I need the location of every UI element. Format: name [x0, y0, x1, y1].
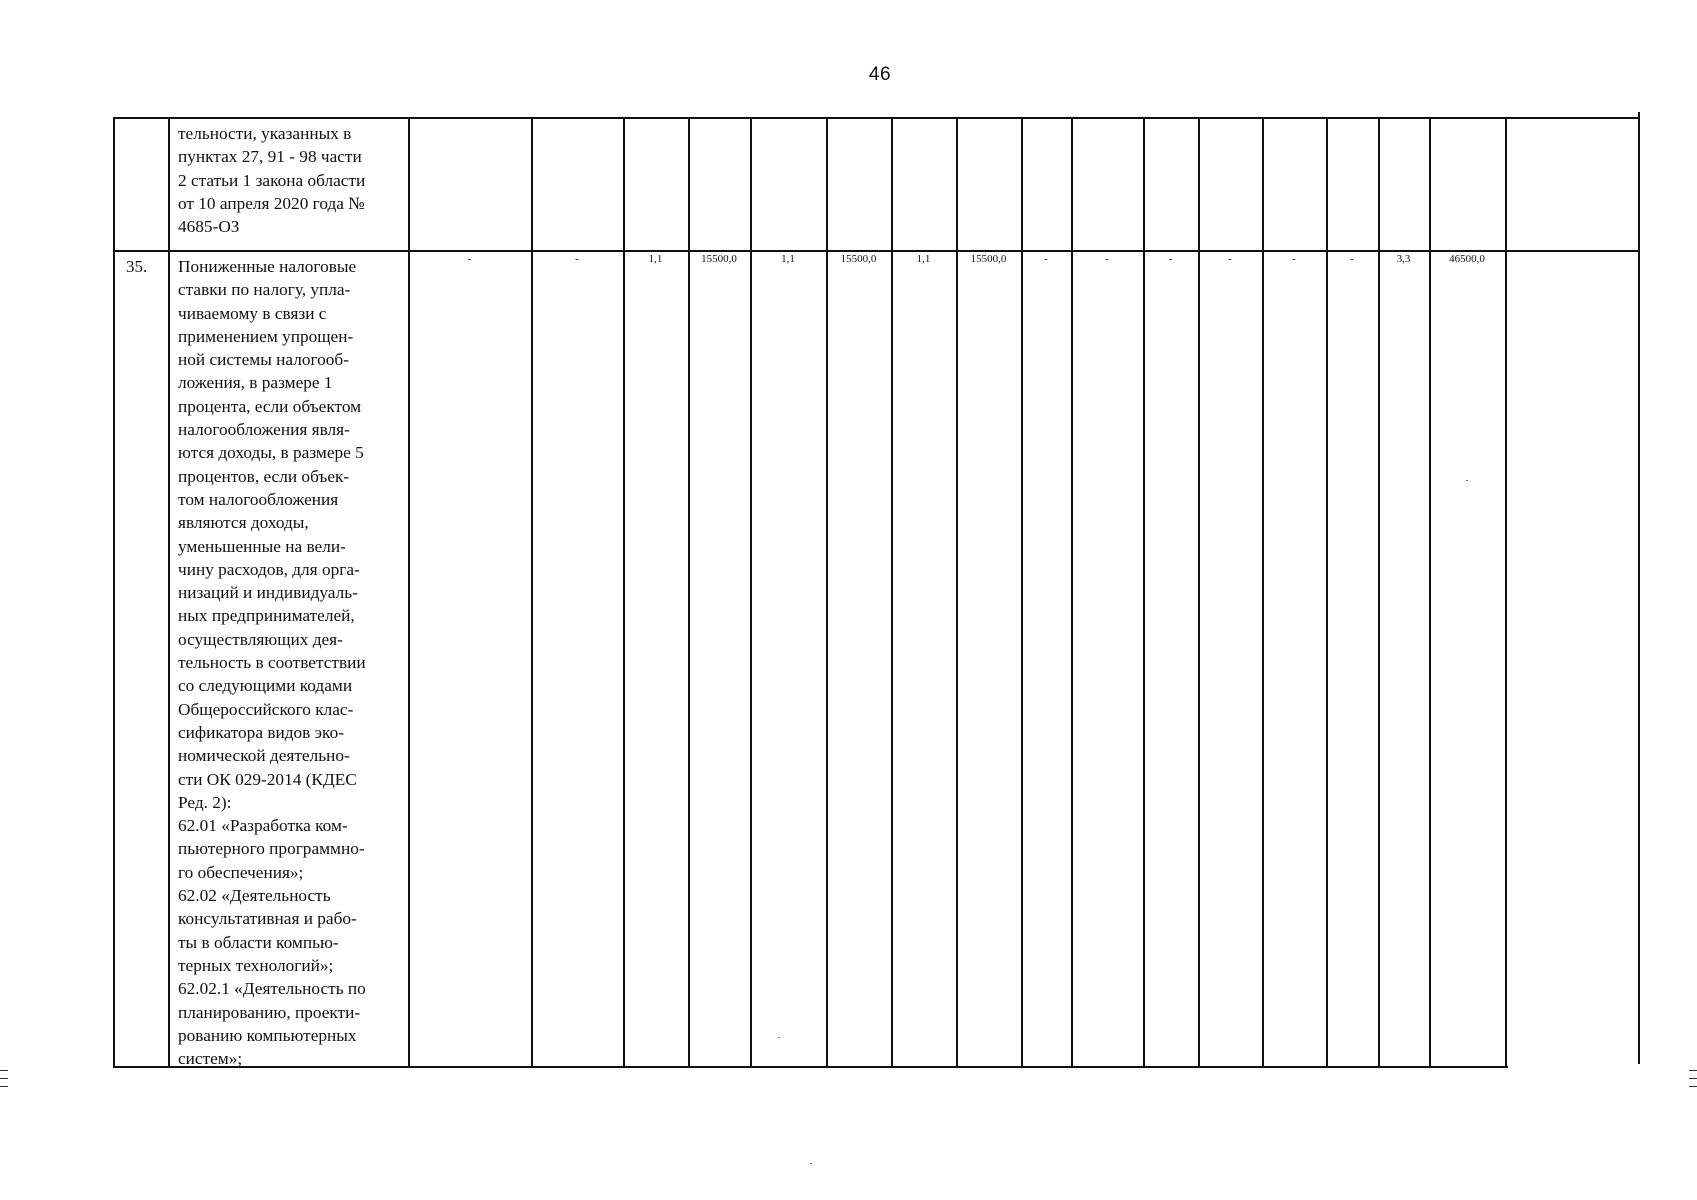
description-line: го обеспечения»;: [178, 862, 304, 882]
description-line: налогообложения явля-: [178, 420, 350, 440]
value-cell: -: [1044, 253, 1048, 265]
scan-speck: [1466, 480, 1468, 481]
value-cell: -: [1228, 253, 1232, 265]
value-cell: 15500,0: [840, 253, 877, 265]
value-cell: -: [1105, 253, 1109, 265]
description-line: применением упрощен-: [178, 326, 354, 346]
description-line: 62.01 «Разработка ком-: [178, 816, 348, 836]
edge-mark: [0, 1086, 8, 1087]
value-cell: -: [575, 253, 579, 265]
continuation-line: 2 статьи 1 закона области: [178, 170, 366, 190]
value-cell: 15500,0: [970, 253, 1007, 265]
table-top-border: [113, 117, 1638, 119]
value-cell: 1,1: [781, 253, 795, 265]
table-right-border: [1638, 112, 1640, 1064]
continuation-line: тельности, указанных в: [178, 124, 352, 143]
description-line: уменьшенные на вели-: [178, 536, 346, 556]
description-line: 62.02.1 «Деятельность по: [178, 979, 366, 999]
scan-speck: [810, 1163, 812, 1164]
description-line: ты в области компью-: [178, 932, 339, 952]
description-line: чину расходов, для орга-: [178, 559, 360, 579]
continuation-text: [178, 122, 365, 238]
value-cell: -: [467, 253, 472, 265]
description-line: Ред. 2):: [178, 792, 232, 812]
description-line: планированию, проекти-: [178, 1002, 361, 1022]
value-cell: 3,3: [1396, 253, 1411, 265]
scan-speck: [778, 1037, 780, 1038]
description-line: консультативная и рабо-: [178, 909, 357, 929]
value-cell: -: [1168, 253, 1173, 265]
row-separator: [113, 250, 1638, 252]
description-line: номической деятельно-: [178, 746, 350, 766]
description-line: ложения, в размере 1: [178, 373, 333, 393]
column-border: [113, 117, 115, 1067]
continuation-line: от 10 апреля 2020 года №: [178, 193, 365, 213]
value-cell: -: [1350, 253, 1354, 265]
description-line: ставки по налогу, упла-: [178, 280, 351, 300]
description-line: являются доходы,: [178, 513, 309, 533]
description-line: ной системы налогооб-: [178, 350, 349, 370]
description-line: сификатора видов эко-: [178, 722, 344, 742]
edge-mark: [1689, 1078, 1697, 1079]
description-line: систем»;: [178, 1049, 243, 1069]
page-number: 46: [868, 64, 892, 85]
edge-mark: [1689, 1070, 1697, 1071]
description-line: пьютерного программно-: [178, 839, 365, 859]
value-cell: 1,1: [648, 253, 663, 265]
edge-mark: [0, 1070, 8, 1071]
description-line: ных предпринимателей,: [178, 606, 355, 626]
description-line: 62.02 «Деятельность: [178, 886, 331, 906]
value-cell: 1,1: [916, 253, 931, 265]
description-line: со следующими кодами: [178, 676, 353, 696]
description-line: низаций и индивидуаль-: [178, 583, 358, 603]
description-line: осуществляющих дея-: [178, 629, 343, 649]
description-line: ются доходы, в размере 5: [178, 443, 364, 463]
description-line: рованию компьютерных: [178, 1025, 357, 1045]
value-cell: -: [1292, 253, 1296, 265]
continuation-line: пунктах 27, 91 - 98 части: [178, 147, 362, 167]
continuation-line: 4685-ОЗ: [178, 217, 240, 237]
row-number: 35.: [126, 257, 148, 276]
edge-mark: [1689, 1086, 1697, 1087]
description-line: том налогообложения: [178, 489, 339, 509]
column-border: [1505, 117, 1507, 1067]
description-line: терных технологий»;: [178, 955, 334, 975]
description-line: Общероссийского клас-: [178, 699, 354, 719]
description-line: сти ОК 029-2014 (КДЕС: [178, 769, 357, 789]
value-cell: 46500,0: [1449, 253, 1485, 265]
value-cell: 15500,0: [701, 253, 737, 265]
description-line: процентов, если объек-: [178, 466, 350, 486]
description-line: чиваемому в связи с: [178, 303, 327, 323]
description-line: Пониженные налоговые: [178, 257, 357, 276]
row-description: [178, 255, 366, 1070]
column-border: [168, 117, 170, 1067]
description-line: тельность в соответствии: [178, 653, 366, 673]
description-line: процента, если объектом: [178, 396, 362, 416]
edge-mark: [0, 1078, 8, 1079]
